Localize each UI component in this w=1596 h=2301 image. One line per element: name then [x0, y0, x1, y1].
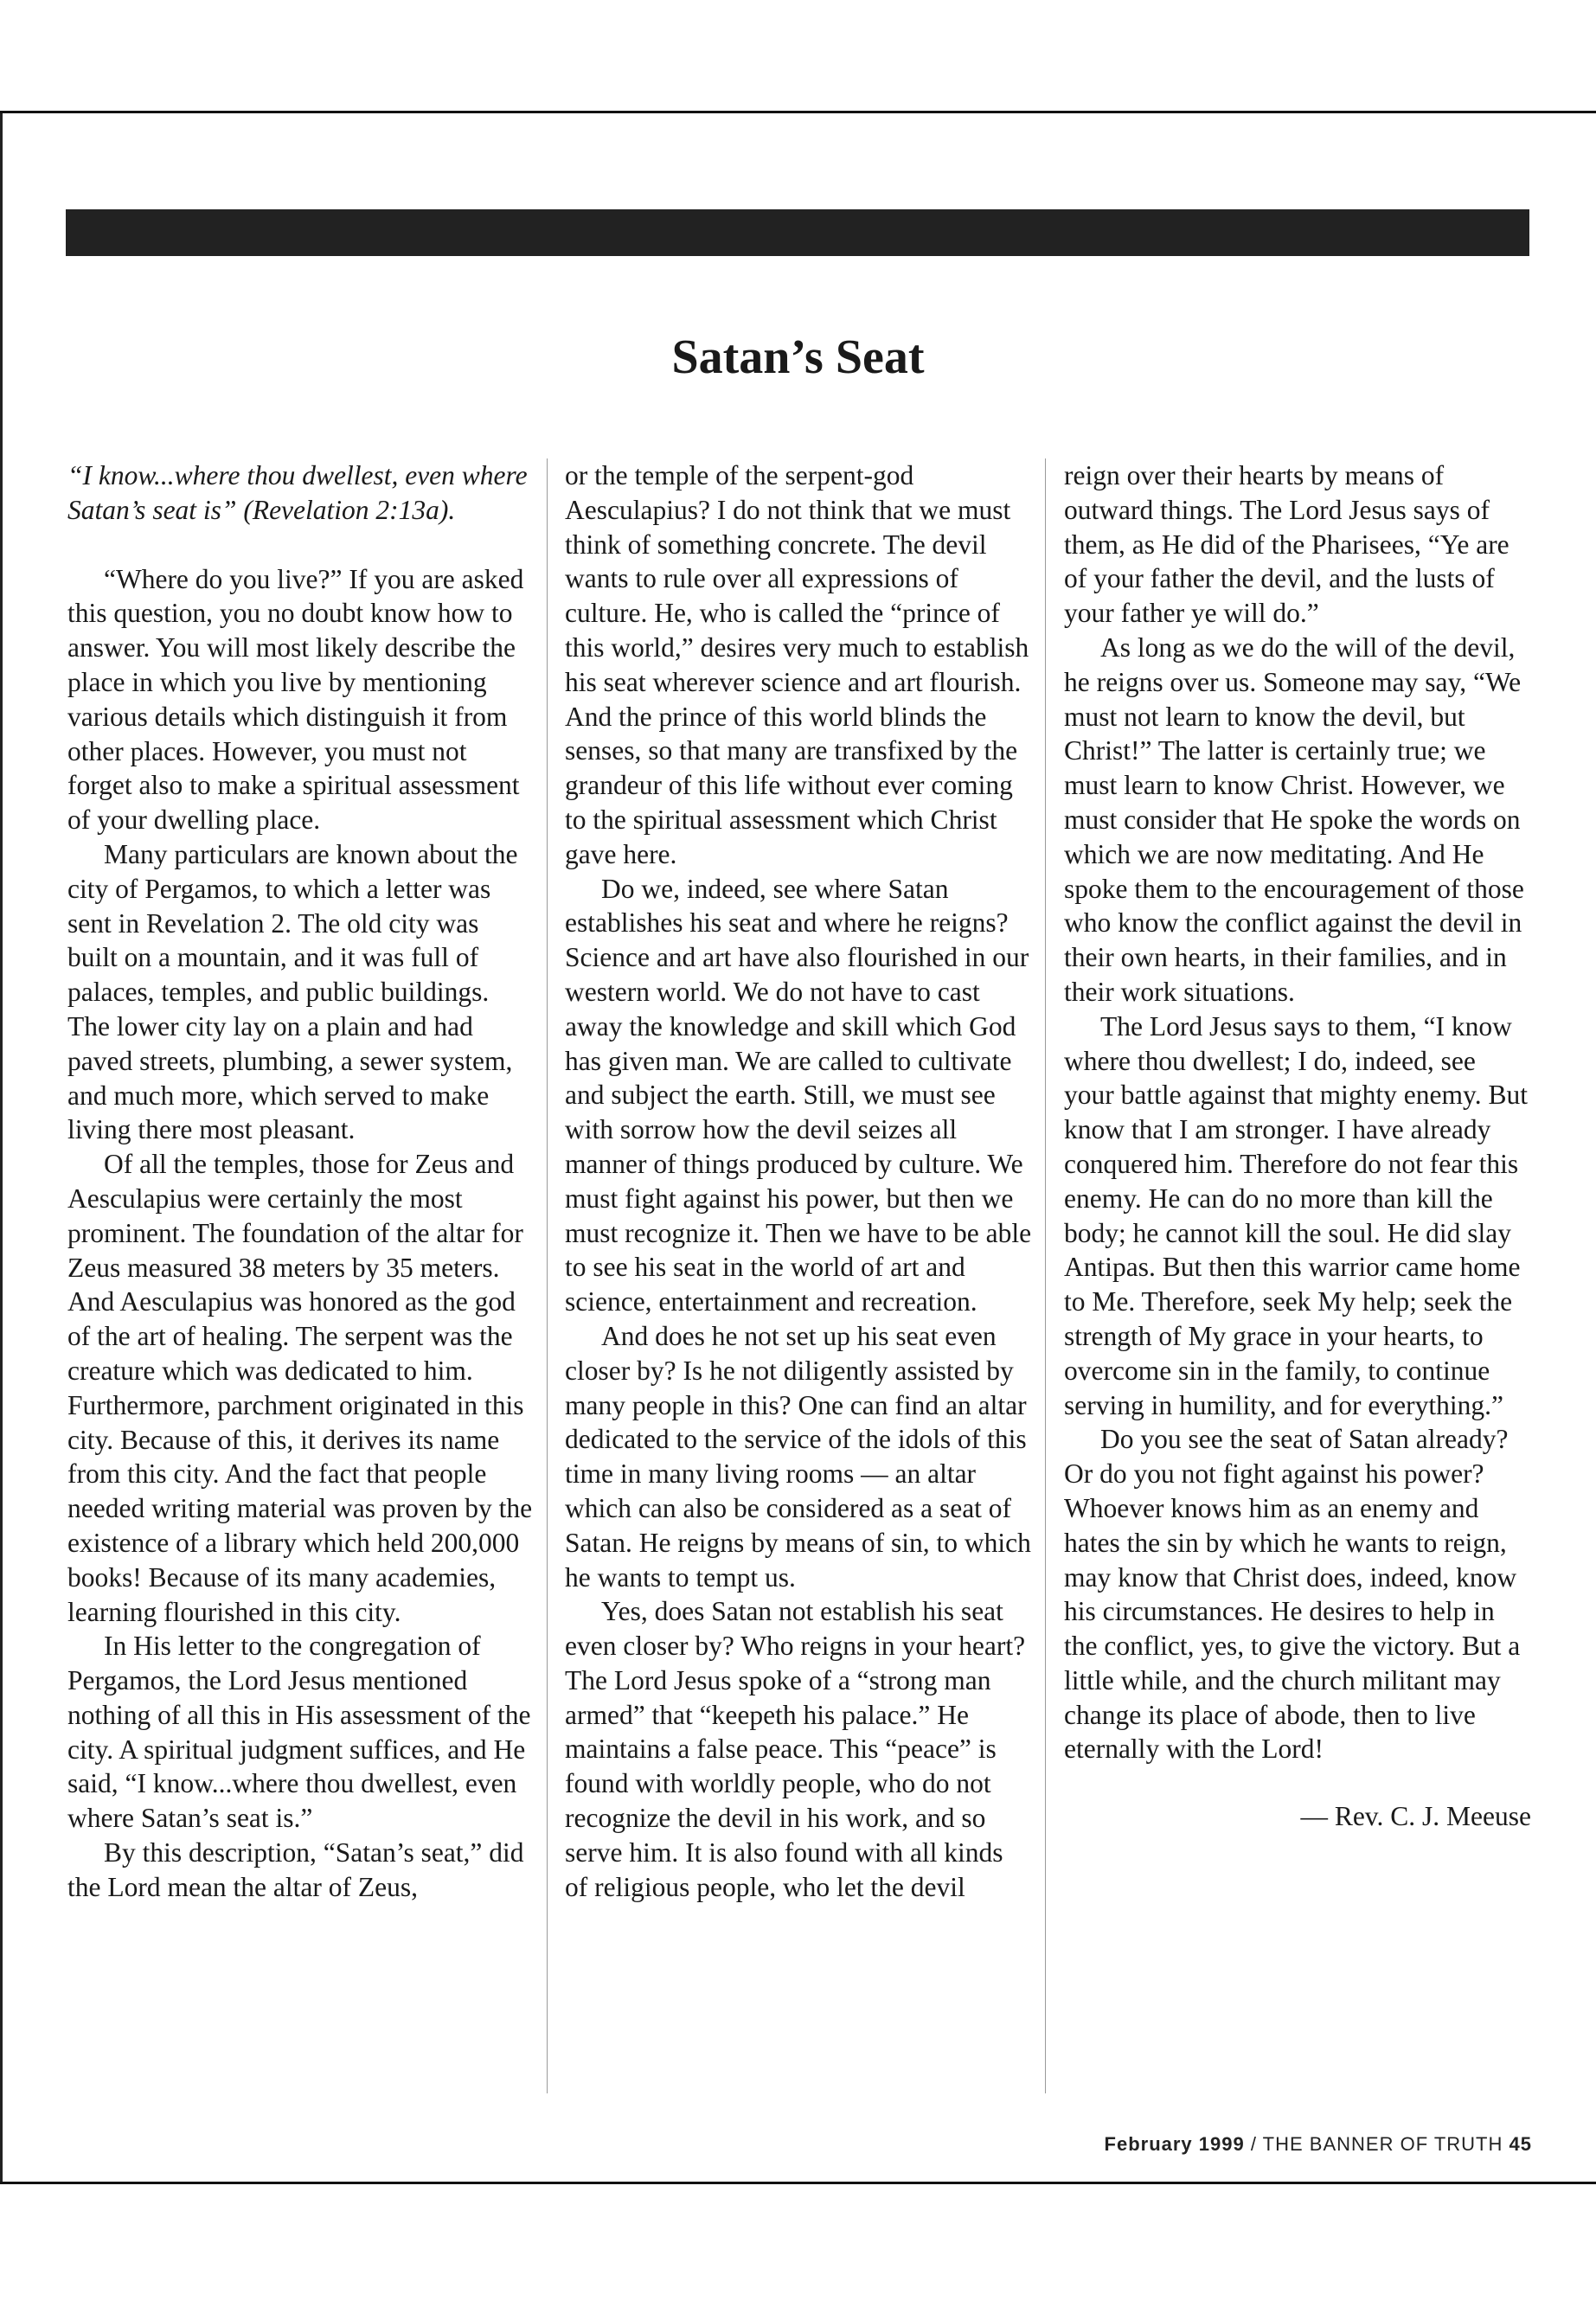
paragraph: In His letter to the congregation of Pergamos, the Lord Jesus mentioned nothing of all this in His assessment of the city. A spiritual judgment suffices, and He said, “I know...where thou dwellest, even where Satan’s seat is.” [67, 1631, 531, 1834]
paragraph: “Where do you live?” If you are asked this question, you no doubt know how to answer. You will most likely describe the place in which you live by mentioning various details which distinguish it from other places. However, you must not forget also to make a spiritual assessment of your dwelling place. [67, 563, 524, 836]
column-2 [565, 458, 1032, 1904]
paragraph: Do we, indeed, see where Satan establishes his seat and where he reigns? Science and art have also flourished in our western world. We do not have to cast away the knowledge and skill which God has given man. We are called to cultivate and subject the earth. Still, we must see with sorrow how the devil seizes all manner of things produced by culture. We must fight against his power, but then we must recognize it. Then we have to be able to see his seat in the world of art and science, entertainment and recreation. [565, 873, 1032, 1317]
footer-page-number: 45 [1509, 2133, 1532, 2155]
paragraph: Do you see the seat of Satan already? Or do you not fight against his power? Whoever knows him as an enemy and hates the sin by which he wants to reign, may know that Christ does, indeed, know his circumstances. He desires to help in the conflict, yes, to give the victory. But a little while, and the church militant may change its place of abode, then to live eternally with the Lord! [1064, 1424, 1521, 1765]
footer-publication: THE BANNER OF TRUTH [1262, 2133, 1503, 2155]
paragraph: Many particulars are known about the city of Pergamos, to which a letter was sent in Revelation 2. The old city was built on a mountain, and it was full of palaces, temples, and public buildings. The lower city lay on a plain and had paved streets, plumbing, a sewer system, and much more, which served to make living there most pleasant. [67, 838, 518, 1145]
paragraph: Of all the temples, those for Zeus and Aesculapius were certainly the most prominent. The foundation of the altar for Zeus measured 38 meters by 35 meters. And Aesculapius was honored as the god of the art of healing. The serpent was the creature which was dedicated to him. Furthermore, parchment originated in this city. Because of this, it derives its name from this city. And the fact that people needed writing material was proven by the existence of a library which held 200,000 books! Because of its many academies, learning flourished in this city. [67, 1149, 533, 1627]
paragraph: Yes, does Satan not establish his seat even closer by? Who reigns in your heart? The Lord Jesus spoke of a “strong man armed” that “keepeth his palace.” He maintains a false peace. This “peace” is found with worldly people, who do not recognize the devil in his work, and so serve him. It is also found with all kinds of religious people, who let the devil [565, 1596, 1026, 1902]
top-rule [0, 111, 1596, 113]
paragraph: reign over their hearts by means of outward things. The Lord Jesus says of them, as He did of the Pharisees, “Ye are of your father the devil, and the lusts of your father ye will do.” [1064, 460, 1509, 629]
footer-separator: / [1244, 2133, 1263, 2155]
paragraph: And does he not set up his seat even closer by? Is he not diligently assisted by many people in this? One can find an altar dedicated to the service of the idols of this time in many living rooms — an altar which can also be considered as a seat of Satan. He reigns by means of sin, to which he wants to tempt us. [565, 1320, 1031, 1593]
header-bar [66, 209, 1529, 256]
paragraph: As long as we do the will of the devil, he reigns over us. Someone may say, “We must not learn to know the devil, but Christ!” The latter is certainly true; we must learn to know Christ. However, we must consider that He spoke the words on which we are now meditating. And He spoke them to the encouragement of those who know the conflict against the devil in their own hearts, in their families, and in their work situations. [1064, 631, 1524, 1007]
footer-date: February 1999 [1104, 2133, 1245, 2155]
paragraph: By this description, “Satan’s seat,” did the Lord mean the altar of Zeus, [67, 1837, 524, 1902]
column-divider-2 [1045, 458, 1046, 2093]
column-1 [67, 458, 535, 1905]
article-title: Satan’s Seat [671, 330, 925, 384]
paragraph: or the temple of the serpent-god Aesculapius? I do not think that we must think of something concrete. The devil wants to rule over all expressions of culture. He, who is called the “prince of this world,” desires very much to establish his seat wherever science and art flourish. And the prince of this world blinds the senses, so that many are transfixed by the grandeur of this life without ever coming to the spiritual assessment which Christ gave here. [565, 460, 1029, 869]
page-footer [1105, 2133, 1532, 2156]
bottom-rule [0, 2182, 1596, 2184]
author-signature: — Rev. C. J. Meeuse [1300, 1801, 1531, 1832]
column-divider-1 [547, 458, 548, 2093]
column-3 [1064, 458, 1531, 1834]
paragraph: The Lord Jesus says to them, “I know where thou dwellest; I do, indeed, see your battle against that mighty enemy. But know that I am stronger. I have already conquered him. Therefore do not fear this enemy. He can do no more than kill the body; he cannot kill the soul. He did slay Antipas. But then this warrior came home to Me. Therefore, seek My help; seek the strength of My grace in your hearts, to overcome sin in the family, to continue serving in humility, and for everything.” [1064, 1010, 1528, 1420]
left-edge-rule [0, 113, 3, 2182]
epigraph: “I know...where thou dwellest, even where Satan’s seat is” (Revelation 2:13a). [67, 460, 528, 525]
